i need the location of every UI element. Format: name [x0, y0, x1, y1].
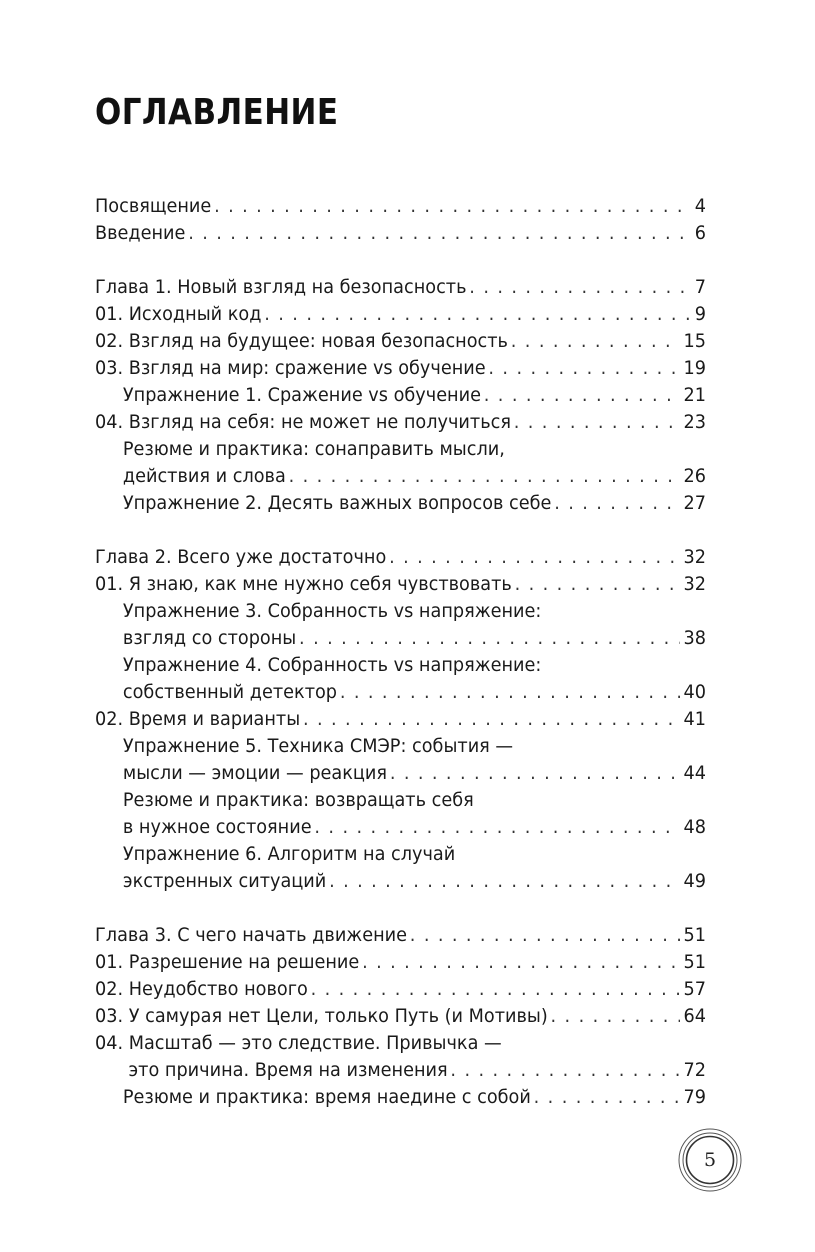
- toc-entry-title: 04. Взгляд на себя: не может не получиться: [95, 411, 511, 433]
- toc-entry[interactable]: [95, 706, 706, 733]
- dot-leader: [551, 1003, 680, 1030]
- toc-entry-title: Резюме и практика: возвращать себя: [122, 789, 474, 811]
- toc-entry-title: 01. Я знаю, как мне нужно себя чувствовать: [95, 573, 512, 595]
- dot-leader: [303, 706, 680, 733]
- toc-entry-title: 04. Масштаб — это следствие. Привычка —: [95, 1032, 502, 1054]
- toc-entry-title: Посвящение: [95, 195, 212, 217]
- toc-entry[interactable]: [95, 841, 706, 895]
- toc-entry-page: 9: [694, 303, 707, 325]
- toc-entry[interactable]: [95, 1003, 706, 1030]
- dot-leader: [214, 193, 691, 220]
- dot-leader: [299, 625, 680, 652]
- toc-entry[interactable]: [95, 1084, 706, 1111]
- toc-entry-page: 64: [683, 1005, 707, 1027]
- dot-leader: [410, 922, 680, 949]
- dot-leader: [488, 355, 679, 382]
- dot-leader: [314, 814, 679, 841]
- dot-leader: [534, 1084, 680, 1111]
- toc-entry[interactable]: [95, 652, 706, 706]
- toc-entry[interactable]: [95, 274, 706, 301]
- toc-entry-page: 4: [694, 195, 707, 217]
- toc-entry[interactable]: [95, 436, 706, 490]
- toc-entry-title: действия и слова: [122, 465, 286, 487]
- toc-entry-title: Резюме и практика: сонаправить мысли,: [122, 438, 505, 460]
- toc-entry-title: Глава 3. С чего начать движение: [95, 924, 408, 946]
- toc-entry-page: 27: [683, 492, 707, 514]
- toc-entry-page: 51: [683, 924, 707, 946]
- toc-entry-title: 02. Взгляд на будущее: новая безопасность: [95, 330, 508, 352]
- toc-entry-title: 03. У самурая нет Цели, только Путь (и Мотивы): [95, 1005, 548, 1027]
- dot-leader: [515, 571, 680, 598]
- toc-entry-page: 21: [683, 384, 707, 406]
- toc-entry[interactable]: [95, 328, 706, 355]
- toc-entry-title: экстренных ситуаций: [122, 870, 327, 892]
- toc-entry-title: Упражнение 5. Техника СМЭР: события —: [122, 735, 514, 757]
- toc-entry-title: в нужное состояние: [122, 816, 312, 838]
- toc-group: [95, 922, 706, 1111]
- toc-entry-title: мысли — эмоции — реакция: [122, 762, 388, 784]
- toc-entry-page: 7: [694, 276, 707, 298]
- toc-entry[interactable]: [95, 301, 706, 328]
- toc-entry-title: Резюме и практика: время наедине с собой: [122, 1086, 531, 1108]
- toc-entry-page: 48: [683, 816, 707, 838]
- toc-entry-title: Упражнение 6. Алгоритм на случай: [122, 843, 456, 865]
- toc-entry-page: 32: [683, 546, 707, 568]
- dot-leader: [450, 1057, 679, 1084]
- toc-entry[interactable]: [95, 193, 706, 220]
- toc-group: [95, 274, 706, 517]
- toc-entry-title: 02. Время и варианты: [95, 708, 301, 730]
- toc-entry[interactable]: [95, 922, 706, 949]
- toc-entry-page: 6: [694, 222, 707, 244]
- table-of-contents: [95, 193, 706, 1138]
- toc-entry-title: Глава 1. Новый взгляд на безопасность: [95, 276, 467, 298]
- toc-entry[interactable]: [95, 787, 706, 841]
- dot-leader: [188, 220, 691, 247]
- toc-entry-page: 72: [683, 1059, 707, 1081]
- dot-leader: [389, 544, 680, 571]
- toc-entry-page: 32: [683, 573, 707, 595]
- toc-entry-title: это причина. Время на изменения: [128, 1059, 448, 1081]
- toc-entry-title: 01. Разрешение на решение: [95, 951, 360, 973]
- toc-entry-title: 01. Исходный код: [95, 303, 262, 325]
- page-number-badge: [678, 1128, 742, 1192]
- toc-entry-title: собственный детектор: [122, 681, 338, 703]
- toc-entry-page: 57: [683, 978, 707, 1000]
- toc-entry[interactable]: [95, 220, 706, 247]
- dot-leader: [469, 274, 691, 301]
- toc-entry[interactable]: [95, 571, 706, 598]
- toc-group: [95, 544, 706, 895]
- toc-entry-title: Введение: [95, 222, 186, 244]
- toc-entry-title: Глава 2. Всего уже достаточно: [95, 546, 387, 568]
- toc-entry[interactable]: [95, 355, 706, 382]
- toc-entry[interactable]: [95, 976, 706, 1003]
- page-title: ОГЛАВЛЕНИЕ: [95, 92, 339, 133]
- toc-entry[interactable]: [95, 598, 706, 652]
- toc-entry-page: 51: [683, 951, 707, 973]
- dot-leader: [362, 949, 680, 976]
- toc-entry-title: 02. Неудобство нового: [95, 978, 308, 1000]
- toc-entry-title: взгляд со стороны: [122, 627, 297, 649]
- toc-entry[interactable]: [95, 382, 706, 409]
- toc-entry-page: 40: [683, 681, 707, 703]
- toc-entry[interactable]: [95, 409, 706, 436]
- toc-entry-page: 79: [683, 1086, 707, 1108]
- toc-entry[interactable]: [95, 733, 706, 787]
- toc-entry-title: Упражнение 3. Собранность vs напряжение:: [122, 600, 542, 622]
- dot-leader: [329, 868, 680, 895]
- page-number: 5: [703, 1149, 717, 1171]
- toc-entry-page: 19: [683, 357, 707, 379]
- toc-entry[interactable]: [95, 544, 706, 571]
- toc-entry-title: Упражнение 2. Десять важных вопросов себе: [122, 492, 552, 514]
- dot-leader: [311, 976, 680, 1003]
- toc-entry-title: 03. Взгляд на мир: сражение vs обучение: [95, 357, 486, 379]
- dot-leader: [340, 679, 680, 706]
- toc-entry-page: 15: [683, 330, 707, 352]
- dot-leader: [554, 490, 680, 517]
- toc-entry-page: 49: [683, 870, 707, 892]
- dot-leader: [514, 409, 680, 436]
- dot-leader: [264, 301, 691, 328]
- toc-group: [95, 193, 706, 247]
- toc-entry-page: 44: [683, 762, 707, 784]
- dot-leader: [390, 760, 680, 787]
- toc-entry[interactable]: [95, 490, 706, 517]
- toc-entry-page: 38: [683, 627, 707, 649]
- toc-entry-page: 41: [683, 708, 707, 730]
- dot-leader: [511, 328, 680, 355]
- toc-entry[interactable]: [95, 1030, 706, 1084]
- toc-entry-page: 23: [683, 411, 707, 433]
- toc-entry-title: Упражнение 4. Собранность vs напряжение:: [122, 654, 542, 676]
- toc-entry-page: 26: [683, 465, 707, 487]
- dot-leader: [484, 382, 680, 409]
- toc-entry[interactable]: [95, 949, 706, 976]
- dot-leader: [289, 463, 680, 490]
- toc-entry-title: Упражнение 1. Сражение vs обучение: [122, 384, 481, 406]
